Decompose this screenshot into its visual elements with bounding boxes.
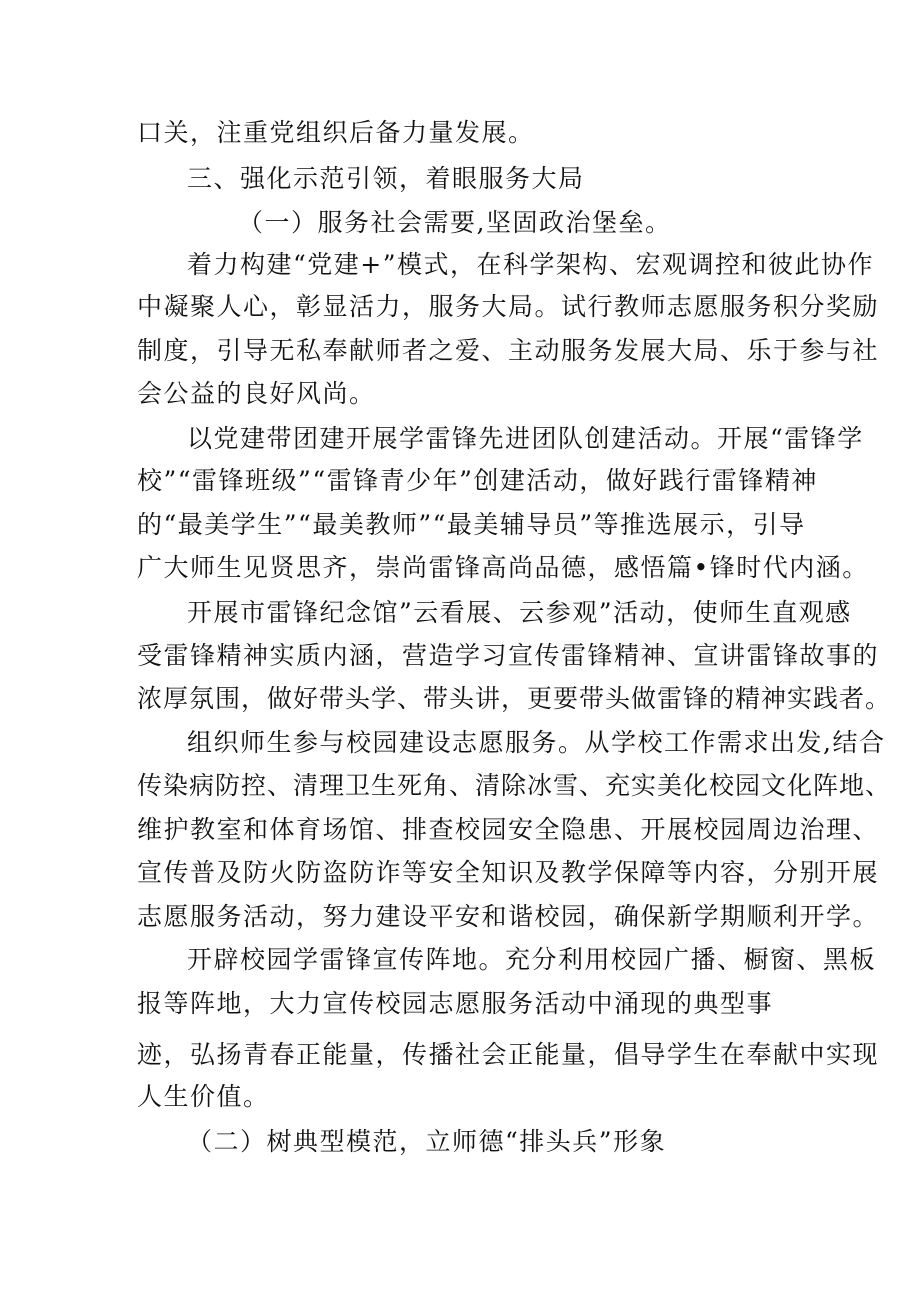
text-line: 校”“雷锋班级”“雷锋青少年”创建活动，做好践行雷锋精神 [137, 466, 818, 495]
text-line: 口关，注重党组织后备力量发展。 [137, 118, 535, 147]
text-line: 中凝聚人心，彰显活力，服务大局。试行教师志愿服务积分奖励 [137, 292, 880, 321]
text-line: 组织师生参与校园建设志愿服务。从学校工作需求出发,结合 [187, 728, 886, 757]
text-line: 会公益的良好风尚。 [137, 379, 376, 408]
text-line: 的“最美学生”“最美教师”“最美辅导员”等推选展示，引导 [137, 510, 806, 539]
text-line: 制度，引导无私奉献师者之爱、主动服务发展大局、乐于参与社 [137, 336, 880, 365]
text-line: 传染病防控、清理卫生死角、清除冰雪、充实美化校园文化阵地、 [137, 771, 892, 800]
text-line: 开辟校园学雷锋宣传阵地。充分利用校园广播、橱窗、黑板 [187, 945, 877, 974]
text-line: 宣传普及防火防盗防诈等安全知识及教学保障等内容，分别开展 [137, 858, 880, 887]
text-line: 着力构建“党建+”模式，在科学架构、宏观调控和彼此协作 [187, 250, 875, 279]
text-line: 开展市雷锋纪念馆”云看展、云参观”活动，使师生直观感 [187, 598, 852, 627]
section-heading: 三、强化示范引领，着眼服务大局 [187, 164, 585, 193]
text-line: 报等阵地，大力宣传校园志愿服务活动中涌现的典型事 [137, 989, 774, 1018]
text-line: 受雷锋精神实质内涵，营造学习宣传雷锋精神、宣讲雷锋故事的 [137, 641, 880, 670]
text-line: 迹，弘扬青春正能量，传播社会正能量，倡导学生在奉献中实现 [137, 1040, 880, 1069]
text-line: 浓厚氛围，做好带头学、带头讲，更要带头做雷锋的精神实践者。 [137, 684, 892, 713]
subsection-heading: （一）服务社会需要,坚固政治堡垒。 [238, 208, 672, 237]
text-line: 志愿服务活动，努力建设平安和谐校园，确保新学期顺利开学。 [137, 902, 880, 931]
subsection-heading: （二）树典型模范，立师德“排头兵”形象 [187, 1127, 667, 1156]
text-line: 人生价值。 [137, 1082, 270, 1111]
text-line: 维护教室和体育场馆、排查校园安全隐患、开展校园周边治理、 [137, 815, 880, 844]
text-line: 广大师生见贤思齐，崇尚雷锋高尚品德，感悟篇•锋时代内涵。 [137, 553, 869, 582]
text-line: 以党建带团建开展学雷锋先进团队创建活动。开展“雷锋学 [187, 424, 864, 453]
